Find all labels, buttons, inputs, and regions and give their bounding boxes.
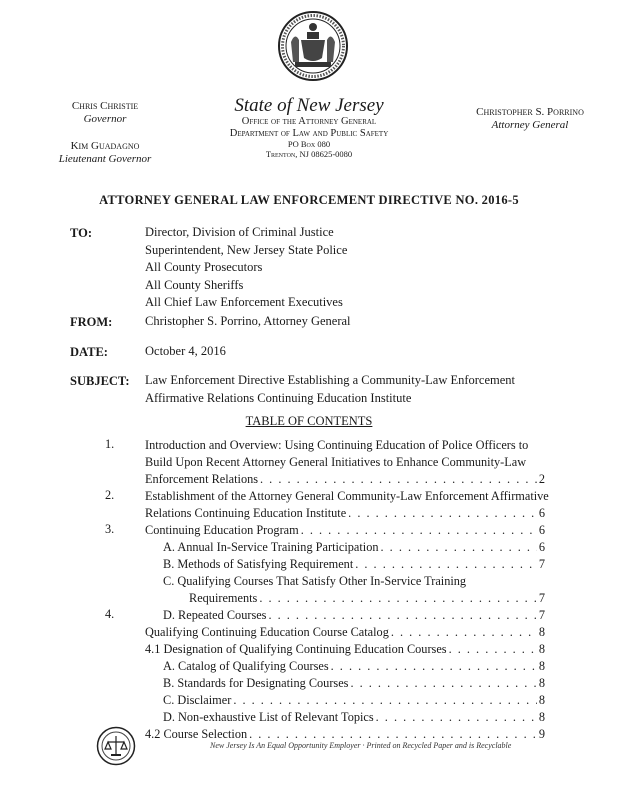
- subject-line: Affirmative Relations Continuing Education Institute: [145, 390, 412, 405]
- to-line: Superintendent, New Jersey State Police: [145, 242, 348, 257]
- toc-section-number: 3.: [105, 522, 115, 536]
- toc-page-number: 9: [538, 727, 545, 741]
- toc-dot-leader: [331, 658, 537, 675]
- state-title: State of New Jersey: [234, 95, 384, 116]
- ag-name: Christopher S. Porrino: [476, 106, 584, 118]
- toc-dot-leader: [449, 641, 537, 658]
- toc-page-number: 8: [538, 659, 545, 673]
- governor-block: [30, 100, 180, 166]
- footer-seal-icon: [96, 726, 136, 766]
- toc-entry: [163, 607, 545, 624]
- lt-governor-title: Lieutenant Governor: [58, 153, 152, 165]
- toc-entry-text: 4.2 Course Selection: [145, 727, 248, 741]
- subject-line: Law Enforcement Directive Establishing a Community-Law Enforcement: [145, 373, 516, 387]
- toc-page-number: 8: [538, 676, 545, 690]
- toc-entry-text: Requirements: [189, 591, 258, 605]
- toc-entry: [163, 692, 545, 709]
- to-line: Director, Division of Criminal Justice: [145, 225, 334, 239]
- toc-entry-text: Establishment of the Attorney General Community-Law Enforcement Affirmative: [145, 489, 549, 503]
- toc-dot-leader: [260, 471, 537, 488]
- toc-entry: [163, 675, 545, 692]
- toc-entry-text: Build Upon Recent Attorney General Initiatives to Enhance Community-Law: [145, 455, 527, 469]
- subject-label: SUBJECT:: [70, 374, 130, 388]
- toc-page-number: 8: [538, 625, 545, 639]
- toc-page-number: 7: [538, 557, 545, 571]
- state-seal-icon: [277, 10, 349, 82]
- governor-name: Chris Christie: [71, 100, 139, 112]
- toc-dot-leader: [259, 590, 537, 607]
- from-label: FROM:: [70, 315, 113, 329]
- toc-entry: [163, 556, 545, 573]
- toc-page-number: 8: [538, 642, 545, 656]
- toc-entry: [163, 573, 545, 590]
- toc-page-number: 6: [538, 540, 545, 554]
- to-line: All County Sheriffs: [145, 277, 244, 292]
- toc-entry: [163, 658, 545, 675]
- toc-entry-text: D. Non-exhaustive List of Relevant Topics: [163, 710, 374, 724]
- directive-title: ATTORNEY GENERAL LAW ENFORCEMENT DIRECTIVE NO. 2016-5: [99, 193, 519, 207]
- toc-entry-text: Qualifying Continuing Education Course Catalog: [145, 625, 389, 639]
- toc-entry: [163, 709, 545, 726]
- toc-entry-text: C. Qualifying Courses That Satisfy Other In-Service Training: [163, 574, 467, 588]
- toc-section-number: 1.: [105, 437, 115, 451]
- date-label: DATE:: [70, 345, 108, 359]
- toc-entry: [145, 522, 545, 539]
- toc-section-number: 4.: [105, 607, 115, 621]
- toc-dot-leader: [376, 709, 537, 726]
- to-line: All Chief Law Enforcement Executives: [145, 295, 343, 309]
- toc-entry-text: Introduction and Overview: Using Continuing Education of Police Officers to: [145, 438, 529, 452]
- to-line: All County Prosecutors: [145, 260, 263, 274]
- toc-dot-leader: [268, 607, 536, 624]
- toc-entry: [145, 505, 545, 522]
- footer-text: New Jersey Is An Equal Opportunity Employer · Printed on Recycled Paper and is Recyclable: [210, 741, 512, 750]
- toc-entry: [145, 641, 545, 658]
- toc-entry: [145, 488, 549, 505]
- toc-entry-text: Continuing Education Program: [145, 523, 299, 537]
- toc-page-number: 8: [538, 693, 545, 707]
- subject-value: [145, 372, 515, 407]
- date-value: October 4, 2016: [145, 344, 226, 358]
- letterhead: [170, 96, 448, 159]
- toc-page-number: 7: [538, 591, 545, 605]
- toc-entry: [145, 624, 545, 641]
- toc-dot-leader: [355, 556, 537, 573]
- toc-entry-text: Relations Continuing Education Institute: [145, 506, 347, 520]
- department-line: Department of Law and Public Safety: [229, 128, 389, 139]
- toc-entry-text: A. Annual In-Service Training Participation: [163, 540, 379, 554]
- toc-page-number: 8: [538, 710, 545, 724]
- toc-section-number: 2.: [105, 488, 115, 502]
- toc-page-number: 2: [538, 472, 545, 486]
- toc-entry-text: Enforcement Relations: [145, 472, 259, 486]
- toc-entry: [189, 590, 545, 607]
- to-recipients: [145, 224, 347, 312]
- toc-page-number: 7: [538, 608, 545, 622]
- toc-entry: [145, 437, 545, 454]
- city-line: Trenton, NJ 08625-0080: [265, 148, 353, 159]
- toc-page-number: 6: [538, 523, 545, 537]
- toc-entry: [145, 454, 545, 471]
- to-label: TO:: [70, 226, 92, 240]
- from-value: Christopher S. Porrino, Attorney General: [145, 314, 351, 328]
- toc-entry-text: A. Catalog of Qualifying Courses: [163, 659, 329, 673]
- toc-heading: TABLE OF CONTENTS: [245, 414, 373, 428]
- toc-page-number: 6: [538, 506, 545, 520]
- ag-title: Attorney General: [491, 119, 569, 131]
- office-line: Office of the Attorney General: [241, 116, 377, 127]
- lt-governor-name: Kim Guadagno: [70, 140, 140, 152]
- toc-entry-text: B. Standards for Designating Courses: [163, 676, 349, 690]
- toc-dot-leader: [348, 505, 537, 522]
- toc-dot-leader: [391, 624, 537, 641]
- toc-dot-leader: [233, 692, 537, 709]
- governor-title: Governor: [83, 113, 127, 125]
- toc-entry: [163, 539, 545, 556]
- toc-entry-text: C. Disclaimer: [163, 693, 232, 707]
- toc-entry: [145, 471, 545, 488]
- toc-entry-text: B. Methods of Satisfying Requirement: [163, 557, 354, 571]
- po-box-line: PO Box 080: [287, 139, 331, 149]
- toc-dot-leader: [301, 522, 537, 539]
- toc-entry-text: D. Repeated Courses: [163, 608, 267, 622]
- attorney-general-block: [445, 106, 615, 132]
- toc-dot-leader: [381, 539, 537, 556]
- toc-dot-leader: [350, 675, 536, 692]
- toc-entry-text: 4.1 Designation of Qualifying Continuing Education Courses: [145, 642, 447, 656]
